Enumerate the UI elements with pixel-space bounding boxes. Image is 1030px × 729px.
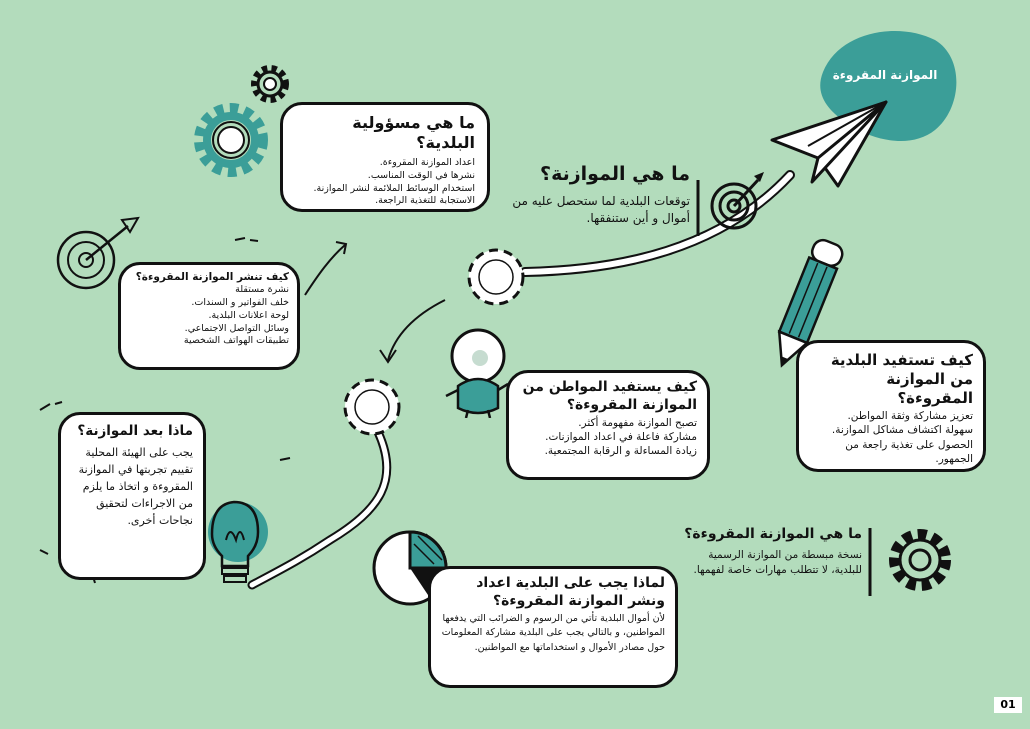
how-publish-line: لوحة اعلانات البلدية. [208,309,289,321]
why-publish-body: لأن أموال البلدية تأتي من الرسوم و الضرائب التي يدفعها المواطنين، و بالتالي يجب على البلدية مشاركة المعلومات حول مصادر الأموال و استخداماتها مع المواطنين. [441,613,665,653]
citizen-benefit-card [506,370,710,480]
municipality-role-line: الاستجابة للتغذية الراجعة. [375,195,475,207]
page-number: 01 [994,697,1022,713]
citizen-benefit-line: زيادة المساءلة و الرقابة المجتمعية. [544,445,697,458]
why-publish-title: لماذا يجب على البلدية اعداد ونشر الموازنة المقروءة؟ [476,575,665,609]
after-budget-body: يجب على الهيئة المحلية تقييم تجربتها في الموازنة المقروءة و اتخاذ ما يلزم من الاجراءات لتحقيق نجاحات أخرى. [78,445,193,528]
municipality-role-line: استخدام الوسائط الملائمة لنشر الموازنة. [313,182,475,194]
municipality-benefit-line: الحصول على تغذية راجعة من الجمهور. [845,438,973,465]
gears-icon [182,62,292,187]
title-badge [826,64,944,83]
arrow-curve-down [388,300,445,360]
after-budget-title: ماذا بعد الموازنة؟ [77,423,193,439]
citizen-benefit-line: تصبح الموازنة مفهومة أكثر. [578,417,697,429]
citizen-benefit-line: مشاركة فاعلة في اعداد الموازنات. [545,431,697,444]
municipality-benefit-card [796,340,986,472]
arrow-up [305,245,345,295]
what-is-budget-title: ما هي الموازنة؟ [540,163,690,185]
how-publish-line: وسائل التواصل الاجتماعي. [184,322,289,334]
municipality-role-card [280,102,490,212]
what-is-readable-section [676,526,862,578]
municipality-benefit-title: كيف تستفيد البلدية من الموازنة المقروءة؟ [830,351,973,407]
gear-icon [882,522,962,602]
municipality-benefit-line: سهولة اكتشاف مشاكل الموازنة. [831,424,973,437]
paper-plane-icon [768,96,898,196]
what-is-readable-body: نسخة مبسطة من الموازنة الرسمية للبلدية، لا تتطلب مهارات خاصة لفهمها. [693,548,862,576]
why-publish-card [428,566,678,688]
how-publish-line: خلف الفواتير و السندات. [191,296,289,308]
what-is-budget-section [506,163,690,228]
what-is-readable-title: ما هي الموازنة المقروءة؟ [684,526,862,542]
municipality-benefit-line: تعزيز مشاركة وثقة المواطن. [847,410,973,423]
citizen-benefit-title: كيف يستفيد المواطن من الموازنة المقروءة؟ [522,379,697,413]
how-publish-line: تطبيقات الهواتف الشخصية [183,335,289,347]
how-publish-card [118,262,300,370]
what-is-budget-body: توقعات البلدية لما ستحصل عليه من أموال و أين ستنفقها. [512,193,690,226]
municipality-role-line: اعداد الموازنة المقروءة. [379,157,475,168]
municipality-role-line: نشرها في الوقت المناسب. [367,169,475,181]
after-budget-card [58,412,206,580]
how-publish-title: كيف تنشر الموازنة المقروءة؟ [135,271,289,283]
badge-title: الموازنة المقروءة [832,68,938,82]
how-publish-line: نشرة مستقلة [235,284,289,296]
municipality-role-title: ما هي مسؤولية البلدية؟ [352,113,475,152]
